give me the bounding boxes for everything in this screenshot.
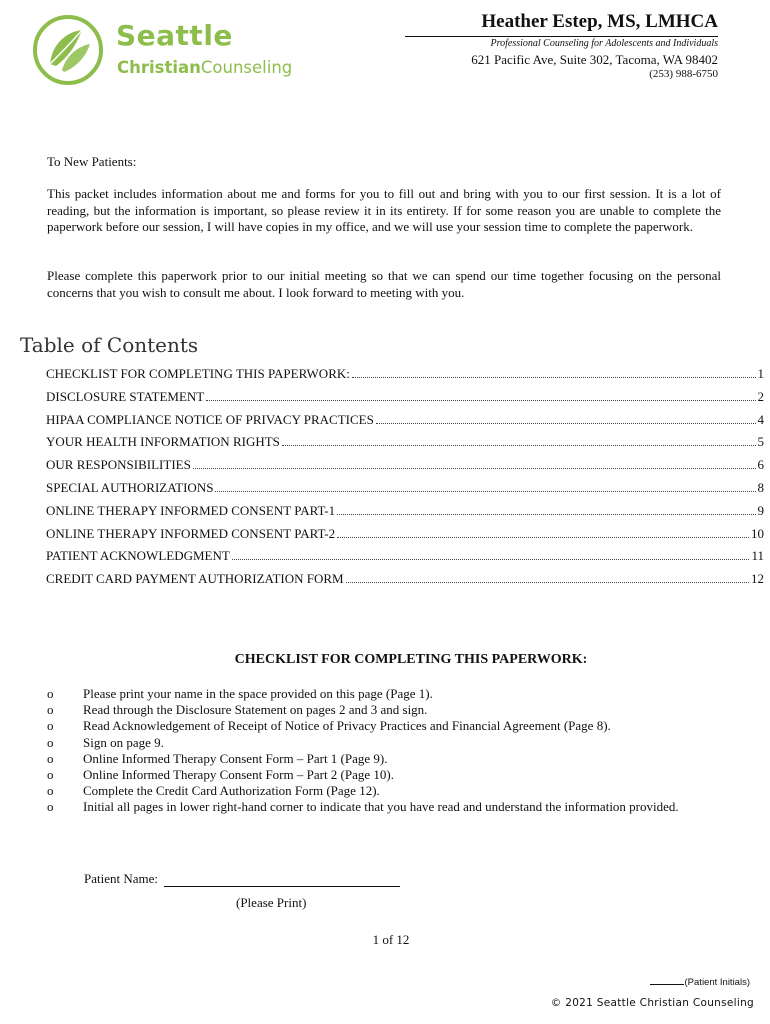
checklist-item	[47, 718, 737, 734]
toc-entry-page: 10	[751, 525, 764, 541]
toc-entry-label: OUR RESPONSIBILITIES	[46, 457, 191, 473]
toc-entry[interactable]	[46, 366, 764, 389]
copyright: © 2021 Seattle Christian Counseling	[550, 997, 754, 1009]
toc-entry-page: 1	[757, 366, 764, 381]
greeting: To New Patients:	[47, 154, 137, 169]
bullet-icon: o	[47, 734, 54, 750]
checklist-item-text: Read Acknowledgement of Receipt of Notice of Privacy Practices and Financial Agreement (Page 8).	[83, 718, 611, 734]
toc-entry-label: SPECIAL AUTHORIZATIONS	[46, 479, 214, 495]
checklist-item	[47, 751, 737, 767]
checklist-item-text: Initial all pages in lower right-hand corner to indicate that you have read and understand the information provided.	[83, 799, 679, 815]
toc-leader	[193, 468, 756, 469]
toc-entry[interactable]	[46, 480, 764, 503]
bullet-icon: o	[47, 767, 54, 783]
checklist-item	[47, 783, 737, 799]
toc-leader	[215, 491, 755, 492]
toc-leader	[337, 514, 755, 515]
toc-entry[interactable]	[46, 571, 764, 594]
page-number: 1 of 12	[372, 932, 410, 947]
toc-entry-label: PATIENT ACKNOWLEDGMENT	[46, 548, 230, 564]
counselor-name: Heather Estep, MS, LMHCA	[481, 11, 718, 32]
toc-entry-label: YOUR HEALTH INFORMATION RIGHTS	[46, 434, 280, 450]
toc-entry-label: ONLINE THERAPY INFORMED CONSENT PART-1	[46, 502, 336, 518]
toc-entry-page: 6	[757, 457, 764, 473]
logo-text-christian-counseling	[117, 60, 292, 77]
bullet-icon: o	[47, 686, 54, 701]
toc-entry[interactable]	[46, 503, 764, 526]
checklist-title: CHECKLIST FOR COMPLETING THIS PAPERWORK:	[234, 652, 588, 667]
checklist-item-text: Please print your name in the space provided on this page (Page 1).	[83, 686, 433, 701]
bullet-icon: o	[47, 718, 54, 734]
toc-entry[interactable]	[46, 548, 764, 571]
toc-entry-page: 4	[757, 411, 764, 427]
toc-entry-label: CREDIT CARD PAYMENT AUTHORIZATION FORM	[46, 571, 344, 587]
bullet-icon: o	[47, 750, 54, 766]
checklist-item	[47, 702, 737, 718]
header-address: 621 Pacific Ave, Suite 302, Tacoma, WA 98402	[471, 52, 718, 67]
toc-leader	[352, 377, 756, 378]
initials-label: (Patient Initials)	[684, 977, 750, 988]
intro-paragraph-2: Please complete this paperwork prior to our initial meeting so that we can spend our time together focusing on the personal concerns that you wish to consult me about. I look forward to meeting with you.	[47, 268, 721, 300]
checklist-item-text: Complete the Credit Card Authorization Form (Page 12).	[83, 783, 380, 799]
toc-entry[interactable]	[46, 434, 764, 457]
toc-entry-label: DISCLOSURE STATEMENT	[46, 388, 205, 404]
toc-entry-page: 12	[751, 571, 764, 587]
header-tagline: Professional Counseling for Adolescents and Individuals	[490, 38, 718, 49]
toc-entry[interactable]	[46, 526, 764, 549]
logo-text-counseling: Counseling	[200, 58, 293, 77]
header-divider	[405, 36, 718, 37]
checklist-item	[47, 686, 737, 702]
leaf-logo-icon	[32, 14, 104, 86]
toc-leader	[282, 445, 756, 446]
toc-entry-page: 8	[757, 479, 764, 495]
toc-leader	[376, 423, 756, 424]
checklist	[47, 686, 737, 816]
toc-leader	[206, 400, 755, 401]
toc-entry-page: 11	[751, 548, 764, 564]
logo-text-christian: Christian	[117, 58, 201, 77]
toc-entry-page: 5	[757, 434, 764, 450]
checklist-item	[47, 799, 737, 815]
checklist-item-text: Online Informed Therapy Consent Form – Part 1 (Page 9).	[83, 750, 388, 766]
toc-leader	[232, 559, 750, 560]
checklist-item-text: Sign on page 9.	[83, 734, 164, 750]
checklist-item	[47, 735, 737, 751]
bullet-icon: o	[47, 783, 54, 799]
toc-leader	[337, 537, 749, 538]
toc-title: Table of Contents	[20, 333, 199, 357]
toc-entry-label: ONLINE THERAPY INFORMED CONSENT PART-2	[46, 525, 336, 541]
toc-entry[interactable]	[46, 412, 764, 435]
toc-entry-page: 9	[757, 502, 764, 518]
table-of-contents	[46, 366, 764, 594]
header-phone: (253) 988-6750	[649, 68, 718, 80]
patient-initials	[650, 977, 750, 988]
initials-line[interactable]	[650, 984, 684, 985]
patient-name-label: Patient Name:	[84, 871, 159, 886]
toc-entry[interactable]	[46, 389, 764, 412]
bullet-icon: o	[47, 799, 54, 815]
checklist-item-text: Online Informed Therapy Consent Form – Part 2 (Page 10).	[83, 767, 394, 783]
checklist-item	[47, 767, 737, 783]
toc-leader	[346, 582, 749, 583]
toc-entry-label: HIPAA COMPLIANCE NOTICE OF PRIVACY PRACTICES	[46, 411, 374, 427]
checklist-item-text: Read through the Disclosure Statement on pages 2 and 3 and sign.	[83, 702, 428, 718]
toc-entry-label: CHECKLIST FOR COMPLETING THIS PAPERWORK:	[46, 366, 350, 381]
toc-entry[interactable]	[46, 457, 764, 480]
please-print-hint: (Please Print)	[236, 895, 307, 910]
logo-text-seattle: Seattle	[116, 19, 233, 52]
intro-paragraph-1: This packet includes information about me and forms for you to fill out and bring with you to our first session. It is a lot of reading, but the information is important, so please review it in its entirety. If for some reason you are unable to complete the paperwork before our session, I will have copies in my office, and we will use your session time to complete the paperwork.	[47, 186, 721, 234]
bullet-icon: o	[47, 702, 54, 718]
patient-name-field[interactable]	[164, 886, 400, 887]
toc-entry-page: 2	[757, 388, 764, 404]
